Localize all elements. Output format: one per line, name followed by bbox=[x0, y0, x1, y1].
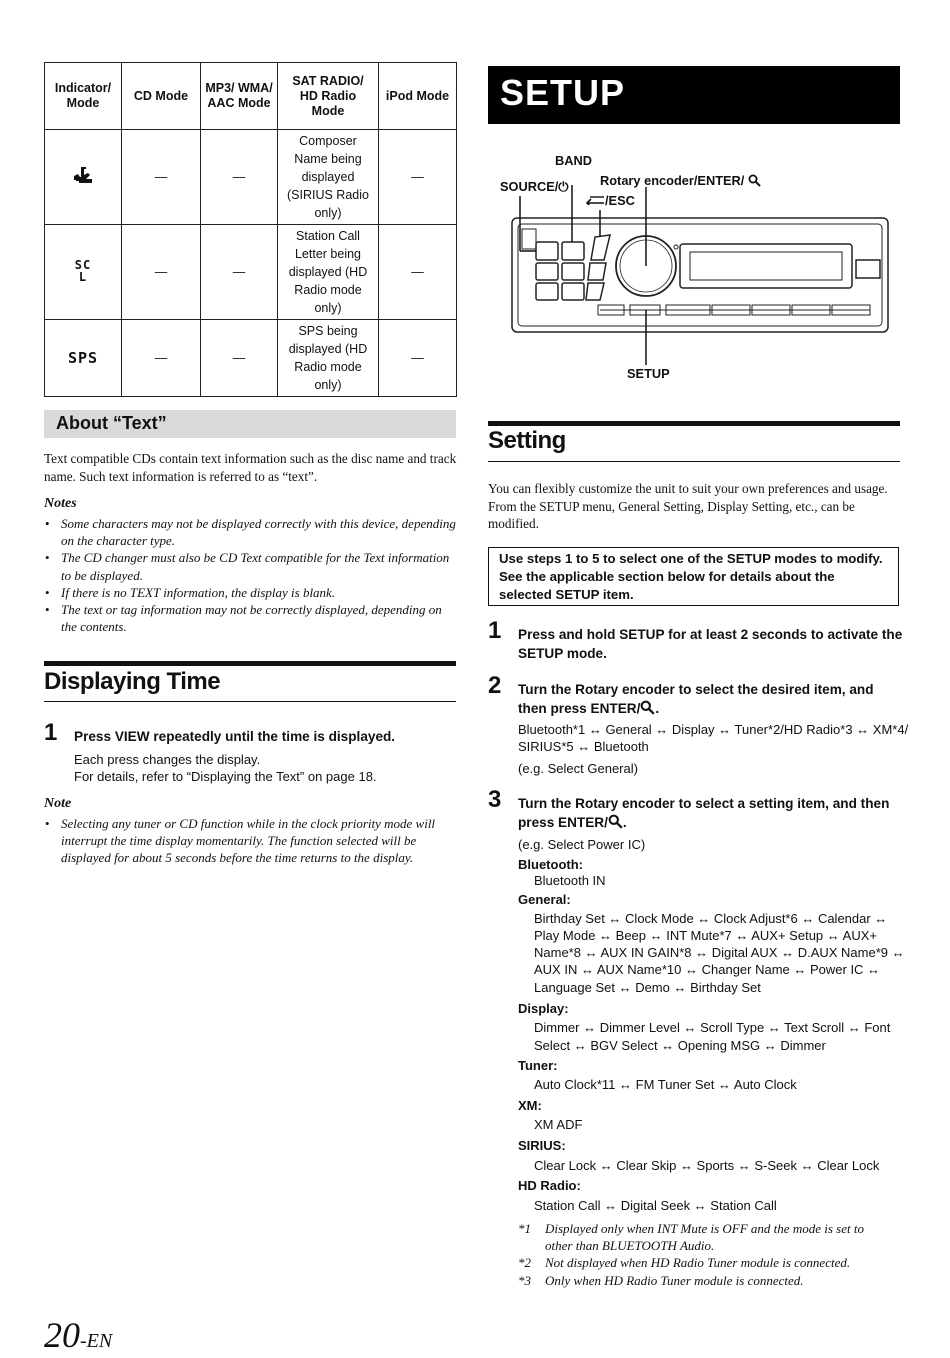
release-button[interactable] bbox=[856, 260, 880, 278]
box-line: See the applicable section below for details about the bbox=[499, 569, 835, 584]
section-bar bbox=[488, 421, 900, 426]
table-cell: — bbox=[201, 320, 278, 397]
list-item: • If there is no TEXT information, the display is blank. bbox=[44, 584, 458, 601]
category-line: Auto Clock*11 ↔ FM Tuner Set ↔ Auto Clock bbox=[534, 1077, 797, 1092]
example-text: (e.g. Select Power IC) bbox=[518, 837, 646, 852]
category-line: Select ↔ BGV Select ↔ Opening MSG ↔ Dimmer bbox=[534, 1038, 826, 1053]
table-cell: — bbox=[122, 130, 201, 225]
setup-label: SETUP bbox=[627, 366, 670, 381]
notes-list bbox=[44, 515, 458, 635]
table-header: Indicator/ Mode bbox=[45, 63, 122, 130]
setup-banner bbox=[488, 66, 900, 124]
notes-heading: Notes bbox=[44, 496, 77, 511]
category-label: General: bbox=[518, 892, 571, 907]
category-label: Bluetooth: bbox=[518, 857, 583, 872]
source-label: SOURCE/⏻ bbox=[500, 179, 569, 194]
flow-line: SIRIUS*5 ↔ Bluetooth bbox=[518, 739, 649, 754]
setting-heading: Setting bbox=[488, 427, 566, 454]
step-text: Press and hold SETUP for at least 2 seconds to activate the SETUP mode. bbox=[518, 627, 903, 661]
instruction-box bbox=[488, 547, 899, 606]
page-number-suffix: -EN bbox=[80, 1330, 113, 1352]
category-line: Language Set ↔ Demo ↔ Birthday Set bbox=[534, 980, 761, 995]
list-item: • The CD changer must also be CD Text compatible for the Text information to be displayed. bbox=[44, 549, 458, 583]
footnote-text: other than BLUETOOTH Audio. bbox=[545, 1238, 715, 1253]
setup-banner-title: SETUP bbox=[500, 72, 626, 113]
source-power-button[interactable] bbox=[536, 242, 558, 260]
table-cell: — bbox=[201, 130, 278, 225]
step-line: then press ENTER/ bbox=[518, 701, 641, 716]
step-sub-line: Each press changes the display. bbox=[74, 752, 261, 767]
table-cell: — bbox=[379, 130, 457, 225]
indicator-table bbox=[44, 62, 457, 397]
section-rule bbox=[488, 461, 900, 462]
category-line: Name*8 ↔ AUX IN GAIN*8 ↔ Digital AUX ↔ D.AUX Name*9 ↔ bbox=[534, 945, 905, 960]
band-button[interactable] bbox=[562, 242, 584, 260]
table-cell: Composer Name being displayed (SIRIUS Radio only) bbox=[278, 130, 379, 225]
esc-label-text: /ESC bbox=[605, 193, 635, 208]
category-label: Tuner: bbox=[518, 1058, 558, 1073]
category-label: HD Radio: bbox=[518, 1178, 581, 1193]
table-cell: SPS being displayed (HD Radio mode only) bbox=[278, 320, 379, 397]
displaying-time-heading: Displaying Time bbox=[44, 668, 221, 695]
composer-indicator-icon bbox=[45, 130, 122, 225]
step-text: Turn the Rotary encoder to select the desired item, and then press ENTER/ . bbox=[518, 682, 874, 716]
category-line: Station Call ↔ Digital Seek ↔ Station Call bbox=[534, 1198, 777, 1213]
box-line: selected SETUP item. bbox=[499, 587, 634, 602]
category-line: AUX IN ↔ AUX Name*10 ↔ Changer Name ↔ Power IC ↔ bbox=[534, 962, 881, 977]
note-list bbox=[44, 815, 458, 867]
footnote-text: Only when HD Radio Tuner module is connected. bbox=[545, 1273, 804, 1288]
category-line: Dimmer ↔ Dimmer Level ↔ Scroll Type ↔ Text Scroll ↔ Font bbox=[534, 1020, 891, 1035]
rotary-encoder-label-text: Rotary encoder/ENTER/ bbox=[600, 173, 745, 188]
list-item: • Some characters may not be displayed correctly with this device, depending on the character type. bbox=[44, 515, 458, 549]
box-line: Use steps 1 to 5 to select one of the SETUP modes to modify. bbox=[499, 551, 883, 566]
category-line: Clear Lock ↔ Clear Skip ↔ Sports ↔ S-Seek ↔ Clear Lock bbox=[534, 1158, 880, 1173]
table-cell: Station Call Letter being displayed (HD Radio mode only) bbox=[278, 225, 379, 320]
step-line: press ENTER/ bbox=[518, 815, 608, 830]
category-line: Play Mode ↔ Beep ↔ INT Mute*7 ↔ AUX+ Setup ↔ AUX+ bbox=[534, 928, 877, 943]
page-number bbox=[44, 1314, 112, 1356]
category-line: Birthday Set ↔ Clock Mode ↔ Clock Adjust*6 ↔ Calendar ↔ bbox=[534, 911, 888, 926]
band-label: BAND bbox=[555, 153, 592, 168]
footnote-mark: *1 bbox=[518, 1221, 531, 1236]
footnote-text: Displayed only when INT Mute is OFF and the mode is set to bbox=[545, 1221, 864, 1236]
table-cell: — bbox=[122, 225, 201, 320]
footnote-mark: *3 bbox=[518, 1273, 531, 1288]
list-item: • Selecting any tuner or CD function while in the clock priority mode will interrupt the time display momentarily. The function selected will be displayed for about 5 seconds before the time returns to the display. bbox=[44, 815, 458, 867]
category-label: SIRIUS: bbox=[518, 1138, 566, 1153]
step-sub-line: For details, refer to “Displaying the Text” on page 18. bbox=[74, 769, 377, 784]
table-cell bbox=[45, 320, 122, 397]
table-cell: — bbox=[122, 320, 201, 397]
sps-indicator: SPS bbox=[67, 348, 99, 367]
table-header: MP3/ WMA/ AAC Mode bbox=[201, 63, 278, 130]
category-label: XM: bbox=[518, 1098, 542, 1113]
about-text-body: Text compatible CDs contain text information such as the disc name and track name. Such text information is referred to as “text”. bbox=[44, 451, 457, 484]
footnote-text: Not displayed when HD Radio Tuner module is connected. bbox=[545, 1255, 851, 1270]
search-icon bbox=[640, 701, 655, 716]
category-line: Bluetooth IN bbox=[534, 873, 606, 888]
step-number: 1 bbox=[488, 617, 502, 644]
step-number: 2 bbox=[488, 672, 502, 699]
category-line: XM ADF bbox=[534, 1117, 583, 1132]
station-call-indicator: SC L bbox=[74, 257, 92, 284]
footnote-mark: *2 bbox=[518, 1255, 531, 1270]
step-text: Turn the Rotary encoder to select a setting item, and then press ENTER/ . bbox=[518, 796, 890, 830]
table-row bbox=[45, 320, 457, 397]
category-label: Display: bbox=[518, 1001, 569, 1016]
table-cell: — bbox=[201, 225, 278, 320]
step-line: Turn the Rotary encoder to select the desired item, and bbox=[518, 682, 874, 697]
instruction-box-text bbox=[499, 550, 883, 604]
table-header: CD Mode bbox=[122, 63, 201, 130]
table-cell bbox=[45, 225, 122, 320]
page-number-value: 20 bbox=[44, 1315, 80, 1355]
section-rule bbox=[44, 701, 456, 702]
setting-intro: You can flexibly customize the unit to suit your own preferences and usage. From the SETUP menu, General Setting, Display Setting, etc., can be modified. bbox=[488, 481, 888, 531]
step-number: 1 bbox=[44, 719, 58, 746]
step-text: Press VIEW repeatedly until the time is displayed. bbox=[74, 729, 396, 744]
table-header: SAT RADIO/ HD Radio Mode bbox=[278, 63, 379, 130]
step-line: Turn the Rotary encoder to select a setting item, and then bbox=[518, 796, 890, 811]
list-item: • The text or tag information may not be correctly displayed, depending on the contents. bbox=[44, 601, 458, 635]
table-cell: — bbox=[379, 225, 457, 320]
table-header-row bbox=[45, 63, 457, 130]
search-icon bbox=[608, 815, 623, 830]
table-header: iPod Mode bbox=[379, 63, 457, 130]
table-cell: — bbox=[379, 320, 457, 397]
esc-button[interactable] bbox=[591, 235, 610, 260]
display-window bbox=[680, 244, 852, 288]
head-unit-diagram bbox=[500, 185, 900, 370]
about-text-heading: About “Text” bbox=[56, 413, 167, 433]
about-text-header bbox=[44, 410, 456, 438]
section-bar bbox=[44, 661, 456, 666]
table-row bbox=[45, 130, 457, 225]
flow-line: Bluetooth*1 ↔ General ↔ Display ↔ Tuner*2/HD Radio*3 ↔ XM*4/ bbox=[518, 722, 909, 737]
example-text: (e.g. Select General) bbox=[518, 761, 638, 776]
note-heading: Note bbox=[44, 796, 72, 811]
table-row bbox=[45, 225, 457, 320]
step-number: 3 bbox=[488, 786, 502, 813]
